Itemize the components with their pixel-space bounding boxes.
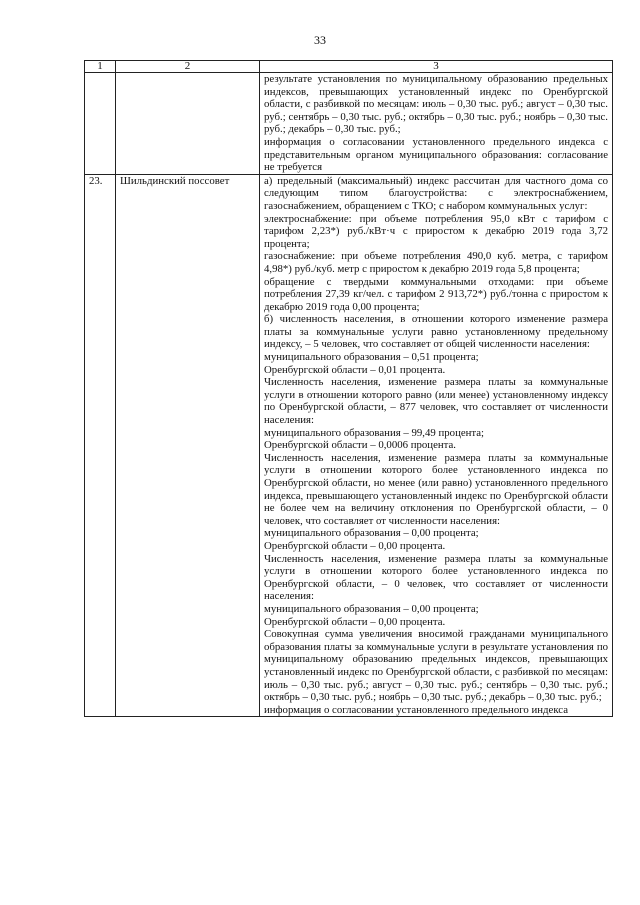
row-number: 23. [85,174,116,717]
municipality-name: Шильдинский поссовет [116,174,260,717]
row-paragraph: газоснабжение: при объеме потребления 490,0 куб. метра, с тарифом 4,98*) руб./куб. метр с приростом к декабрю 2019 года 5,8 процента; [264,250,608,275]
table-row-continued [85,73,613,175]
row-paragraph: муниципального образования – 0,00 процента; [264,527,479,540]
row-paragraph: муниципального образования – 0,51 процента; [264,351,479,364]
row-paragraph: обращение с твердыми коммунальными отходами: при объеме потребления 27,39 кг/чел. с тарифом 2 913,72*) руб./тонна с приростом к декабрю 2019 года 0,00 процента; [264,275,608,313]
row-paragraph: муниципального образования – 0,00 процента; [264,602,479,615]
row-paragraph: Оренбургской области – 0,00 процента. [264,615,446,628]
row-paragraph: б) численность населения, в отношении которого изменение размера платы за коммунальные услуги равно установленному предельному индексу, – 5 человек, что составляет от общей численности населения: [264,313,608,351]
row-paragraph: Оренбургской области – 0,0006 процента. [264,439,456,452]
row-paragraph: Совокупная сумма увеличения вносимой гражданами муниципального образования платы за коммунальные услуги в результате установления по муниципальному образованию предельных индексов, превышающих установленный индекс по Оренбургской области, с разбивкой по месяцам: июль – 0,30 тыс. руб.; август – 0,30 тыс. руб.; сентябрь – 0,30 тыс. руб.; октябрь – 0,30 тыс. руб.; ноябрь – 0,30 тыс. руб.; декабрь – 0,30 тыс. руб.; [264,628,608,704]
table-header-row [85,61,613,73]
row-paragraph: муниципального образования – 99,49 процента; [264,426,485,439]
row-paragraph: Численность населения, изменение размера платы за коммунальные услуги в отношении которого более установленного индекса по Оренбургской области, но менее (или равно) установленного предельного индекса, превышающего установленный индекс по Оренбургской области не более чем на величину отклонения по Оренбургской области, – 0 человек, что составляет от численности населения: [264,451,608,527]
continued-paragraph: результате установления по муниципальному образованию предельных индексов, превышающих установленный индекс по Оренбургской области, с разбивкой по месяцам: июль – 0,30 тыс. руб.; август – 0,30 тыс. руб.; сентябрь – 0,30 тыс. руб.; октябрь – 0,30 тыс. руб.; ноябрь – 0,30 тыс. руб.; декабрь – 0,30 тыс. руб.; [264,73,608,136]
continued-text-cell [260,73,613,175]
column-header-3: 3 [260,61,613,73]
column-header-1: 1 [85,61,116,73]
row-paragraph: а) предельный (максимальный) индекс рассчитан для частного дома со следующим типом благоустройства: с электроснабжением, газоснабжением, обращением с ТКО; с набором коммунальных услуг: [264,174,608,212]
row-paragraph: электроснабжение: при объеме потребления 95,0 кВт с тарифом с тарифом 2,23*) руб./кВт·ч с приростом к декабрю 2019 года 3,72 процента; [264,212,608,250]
column-header-2: 2 [116,61,260,73]
row-paragraph: Оренбургской области – 0,00 процента. [264,539,446,552]
continued-number-cell [85,73,116,175]
row-paragraph: информация о согласовании установленного предельного индекса [264,703,569,716]
row-paragraph: Оренбургской области – 0,01 процента. [264,363,446,376]
table-row-23 [85,174,613,717]
row-paragraph: Численность населения, изменение размера платы за коммунальные услуги в отношении которого равно (или менее) установленному индексу по Оренбургской области, – 877 человек, что составляет от численности населения: [264,376,608,427]
document-table [84,60,613,717]
continued-name-cell [116,73,260,175]
continued-paragraph: информация о согласовании установленного предельного индекса с представительным органом муниципального образования: согласование не требуется [264,135,608,174]
row-text-cell [260,174,613,717]
page-number: 33 [314,33,326,47]
row-paragraph: Численность населения, изменение размера платы за коммунальные услуги в отношении которого более установленного индекса по Оренбургской области, – 0 человек, что составляет от численности населения: [264,552,608,603]
